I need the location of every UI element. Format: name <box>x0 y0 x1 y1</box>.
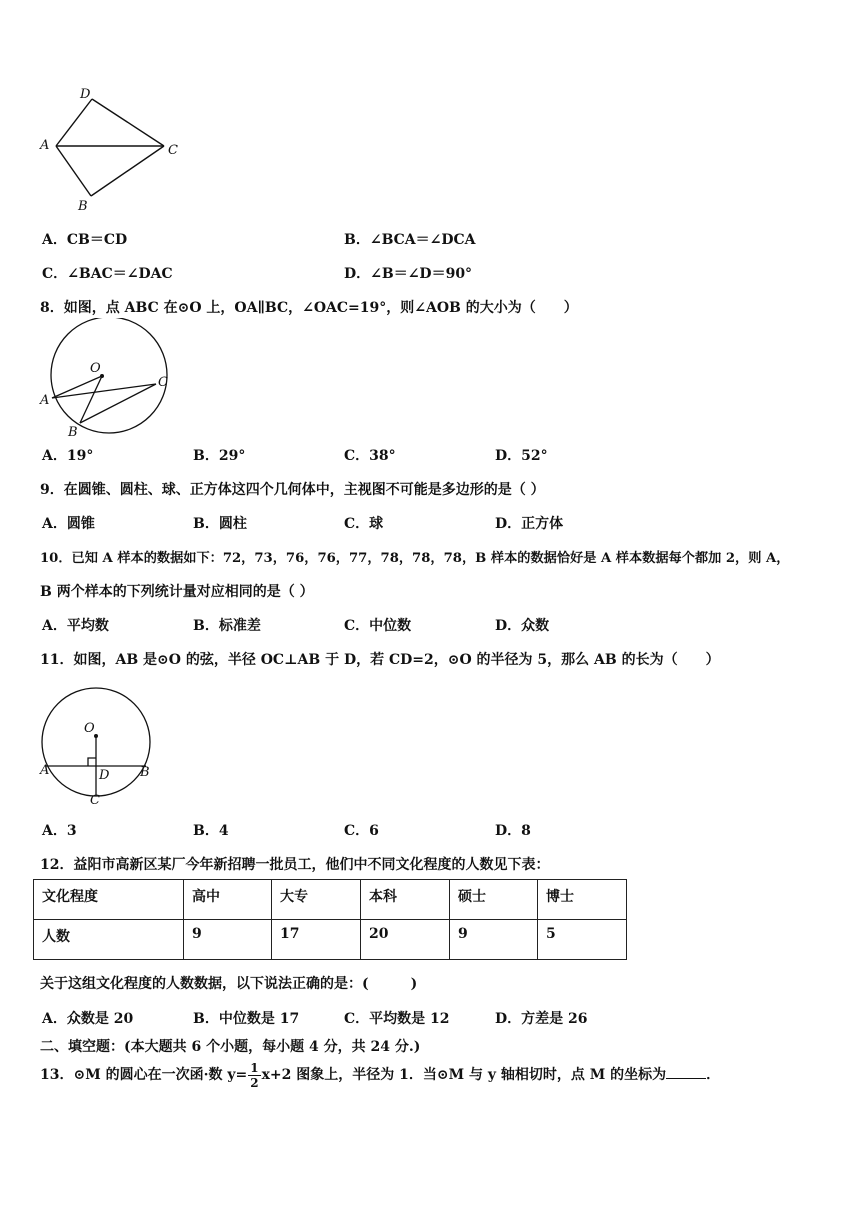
q8-option-a[interactable]: A．19° <box>42 448 94 464</box>
q9-stem: 9．在圆锥、圆柱、球、正方体这四个几何体中，主视图不可能是多边形的是（ ） <box>40 482 545 498</box>
q7-option-d[interactable]: D．∠B＝∠D＝90° <box>344 266 473 282</box>
q12-option-c[interactable]: C．平均数是 12 <box>344 1011 450 1027</box>
table-header-cell: 文化程度 <box>34 880 184 920</box>
q8-label-b: B <box>68 425 78 440</box>
q13-answer-blank[interactable] <box>666 1066 706 1079</box>
q11-option-a[interactable]: A．3 <box>42 823 77 839</box>
q8-label-a: A <box>40 393 50 408</box>
q12-option-b[interactable]: B．中位数是 17 <box>193 1011 300 1027</box>
q9-option-b[interactable]: B．圆柱 <box>193 516 247 532</box>
q8-label-o: O <box>90 361 101 376</box>
q13-stem <box>40 1058 720 1092</box>
q10-option-d[interactable]: D．众数 <box>495 618 550 634</box>
q7-kite-figure <box>36 84 186 214</box>
q12-education-table <box>33 879 627 960</box>
table-row <box>34 920 627 960</box>
q12-question: 关于这组文化程度的人数数据，以下说法正确的是：( ) <box>40 976 418 992</box>
q13-fraction <box>248 1061 260 1090</box>
q11-option-b[interactable]: B．4 <box>193 823 229 839</box>
q8-circle-figure <box>36 318 176 440</box>
q7-option-b[interactable]: B．∠BCA＝∠DCA <box>344 232 476 248</box>
table-cell: 人数 <box>34 920 184 960</box>
q8-label-c: C <box>158 375 168 390</box>
q9-option-a[interactable]: A．圆锥 <box>42 516 95 532</box>
q7-option-a[interactable]: A．CB＝CD <box>42 232 128 248</box>
table-cell: 9 <box>450 920 538 960</box>
q9-option-d[interactable]: D．正方体 <box>495 516 564 532</box>
table-row <box>34 880 627 920</box>
q10-option-a[interactable]: A．平均数 <box>42 618 109 634</box>
q7-option-c[interactable]: C．∠BAC＝∠DAC <box>42 266 173 282</box>
q11-label-d: D <box>99 768 110 783</box>
q7-label-a: A <box>40 138 50 153</box>
q13-frac-num: 1 <box>250 1060 259 1075</box>
table-header-cell: 本科 <box>361 880 450 920</box>
q7-label-d: D <box>80 87 91 102</box>
q8-stem: 8．如图，点 ABC 在⊙O 上，OA∥BC，∠OAC=19°，则∠AOB 的大小为（ ） <box>40 300 578 316</box>
q13-text-after: x+2 图象上，半径为 1．当⊙M 与 y 轴相切时，点 M 的坐标为 <box>261 1067 667 1083</box>
q8-option-d[interactable]: D．52° <box>495 448 548 464</box>
q10-option-c[interactable]: C．中位数 <box>344 618 412 634</box>
table-cell: 17 <box>272 920 361 960</box>
table-header-cell: 博士 <box>538 880 627 920</box>
q8-option-c[interactable]: C．38° <box>344 448 396 464</box>
q7-label-c: C <box>168 143 178 158</box>
q11-label-o: O <box>84 721 95 736</box>
table-header-cell: 高中 <box>184 880 272 920</box>
table-header-cell: 硕士 <box>450 880 538 920</box>
section-heading: 二、填空题：(本大题共 6 个小题，每小题 4 分，共 24 分.) <box>40 1039 421 1055</box>
q13-frac-den: 2 <box>250 1075 259 1090</box>
q11-label-c: C <box>90 793 100 808</box>
q12-option-a[interactable]: A．众数是 20 <box>42 1011 134 1027</box>
q11-circle-figure <box>36 680 156 808</box>
q11-label-a: A <box>40 763 50 778</box>
q10-stem-line2: B 两个样本的下列统计量对应相同的是（ ） <box>40 584 314 600</box>
q12-stem: 12．益阳市高新区某厂今年新招聘一批员工，他们中不同文化程度的人数见下表： <box>40 857 550 873</box>
q7-label-b: B <box>78 199 88 214</box>
q10-stem-line1: 10．已知 A 样本的数据如下：72，73，76，76，77，78，78，78，B 样本的数据恰好是 A 样本数据每个都加 2，则 A， <box>40 551 790 566</box>
q13-text-before: 13．⊙M 的圆心在一次函·数 y= <box>40 1067 248 1083</box>
q11-label-b: B <box>140 765 150 780</box>
q13-text-end: ． <box>706 1067 721 1083</box>
table-cell: 20 <box>361 920 450 960</box>
q9-option-c[interactable]: C．球 <box>344 516 384 532</box>
q8-option-b[interactable]: B．29° <box>193 448 246 464</box>
q11-option-c[interactable]: C．6 <box>344 823 379 839</box>
table-header-cell: 大专 <box>272 880 361 920</box>
table-cell: 9 <box>184 920 272 960</box>
q12-option-d[interactable]: D．方差是 26 <box>495 1011 588 1027</box>
table-cell: 5 <box>538 920 627 960</box>
q11-stem: 11．如图，AB 是⊙O 的弦，半径 OC⊥AB 于 D，若 CD=2，⊙O 的半径为 5，那么 AB 的长为（ ） <box>40 652 720 668</box>
q11-option-d[interactable]: D．8 <box>495 823 531 839</box>
q10-option-b[interactable]: B．标准差 <box>193 618 261 634</box>
